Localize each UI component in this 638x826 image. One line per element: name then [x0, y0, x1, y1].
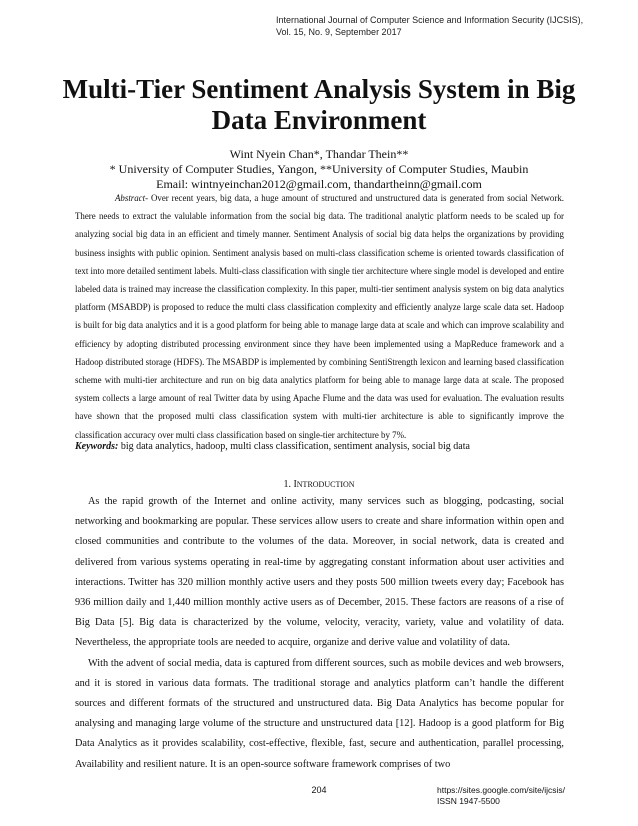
body-text [75, 492, 564, 775]
author-email: Email: wintnyeinchan2012@gmail.com, thandartheinn@gmail.com [156, 177, 482, 191]
abstract-label: Abstract- [115, 193, 149, 203]
title-line-2: Data Environment [211, 105, 427, 135]
page-number: 204 [311, 785, 327, 795]
footer-info [437, 785, 627, 807]
section-title-rest: NTRODUCTION [296, 480, 355, 489]
paragraph-1: As the rapid growth of the Internet and online activity, many services such as blogging, podcasting, social networking and bookmarking are popular. These services allow users to create and share information within open and closed communities and contribute to the volumes of the data. Moreover, in social network, data is created and delivered from various systems operating in real-time by aggregating constant information about user activities and interactions. Twitter has 320 million monthly active users and they posts 500 million tweets every day; Facebook has 936 million daily and 1,440 million monthly active users as of December, 2015. These factors are reasons of a rise of Big Data [5]. Big data is characterized by the volume, velocity, veracity, variety, value and volatility of data. Nevertheless, the appropriate tools are needed to acquire, organize and derive value and volatility of data. [75, 496, 564, 649]
section-first-letter: I [293, 479, 297, 490]
author-names: Wint Nyein Chan*, Thandar Thein** [229, 147, 409, 161]
abstract-text: Over recent years, big data, a huge amount of structured and unstructured data is generated from social Network. There needs to extract the valulable information from the social big data. The traditional analytic platform needs to be scaled up for analyzing social big data in an efficient and timely manner. Sentiment Analysis of social big data helps the organizations by providing business insights with public opinion. Sentiment analysis based on multi-class classification scheme is oriented towards classification of text into more detailed sentiment labels. Multi-class classification with single tier architecture where single model is developed and entire labeled data is trained may increase the classification complexity. In this paper, multi-tier sentiment analysis system on big data analytics platform (MSABDP) is proposed to reduce the multi class classification complexity and efficiently analyze large scale data set. Hadoop is built for big data analytics and it is a good platform for being able to manage large data at scale and which can improve scalability and efficiency by adopting distributed processing environment since they have been implemented using a MapReduce framework and a Hadoop distributed storage (HDFS). The MSABDP is implemented by combining SentiStrength lexicon and learning based classification scheme with multi-tier architecture and run on big data analytics platform for being able to manage large data at scale. The proposed system collects a large amount of real Twitter data by using Apache Flume and the data was used for evaluation. The evaluation results have shown that the proposed multi class classification system with multi-tier architecture is able to significantly improve the classification accuracy over multi class classification based on single-tier architecture by 7%. [75, 193, 564, 440]
footer-issn: ISSN 1947-5500 [437, 796, 500, 806]
section-number: 1. [283, 479, 291, 490]
section-heading [40, 478, 598, 491]
journal-name: International Journal of Computer Science and Information Security (IJCSIS), [276, 15, 584, 25]
keywords-text: big data analytics, hadoop, multi class classification, sentiment analysis, social big data [118, 441, 470, 452]
paper-title [40, 74, 598, 136]
paragraph-2: With the advent of social media, data is captured from different sources, such as mobile devices and web browsers, and it is stored in various data formats. The traditional storage and analytics platform can’t handle the different sources and different formats of the structured and unstructured data. Big Data Analytics has become popular for analysing and managing large volume of the structure and unstructured data [12]. Hadoop is a good platform for Big Data Analytics as it provides scalability, cost-effective, flexible, fast, secure and authentication, parallel processing, Availability and resilient nature. It is an open-source software framework comprises of two [75, 657, 564, 770]
abstract [75, 189, 564, 444]
keywords [75, 440, 564, 454]
keywords-label: Keywords: [75, 441, 119, 452]
journal-header [276, 14, 616, 38]
author-affiliation: * University of Computer Studies, Yangon, **University of Computer Studies, Maubin [109, 162, 529, 176]
title-line-1: Multi-Tier Sentiment Analysis System in Big [62, 74, 576, 104]
journal-volume: Vol. 15, No. 9, September 2017 [276, 27, 402, 37]
footer-url[interactable]: https://sites.google.com/site/ijcsis/ [437, 785, 566, 795]
author-block [40, 147, 598, 192]
